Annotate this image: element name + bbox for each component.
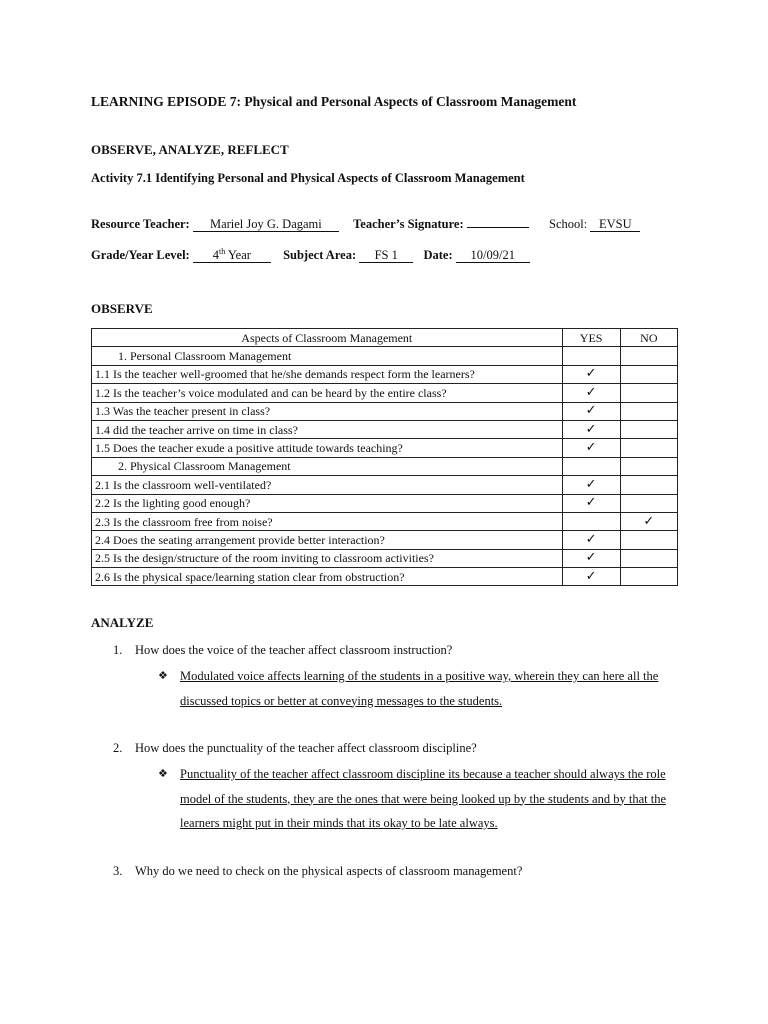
- info-row-1: [91, 217, 640, 232]
- header-aspects: Aspects of Classroom Management: [92, 329, 563, 347]
- aspect-cell: 2.3 Is the classroom free from noise?: [92, 512, 563, 530]
- table-row: [92, 365, 678, 383]
- observation-table: [91, 328, 678, 586]
- yes-cell: ✓: [562, 494, 620, 512]
- observe-heading: OBSERVE: [91, 301, 153, 316]
- answer-text: Punctuality of the teacher affect classroom discipline its because a teacher should always the role model of the students, they are the ones that were being looked up by the students and by that the learners might put in their minds that its okay to be late always.: [180, 767, 666, 830]
- diamond-bullet-icon: ❖: [158, 767, 168, 780]
- table-row: [92, 402, 678, 420]
- question-number: 1.: [113, 643, 123, 657]
- yes-cell: [562, 457, 620, 475]
- analyze-heading: ANALYZE: [91, 615, 154, 630]
- resource-teacher-value: Mariel Joy G. Dagami: [193, 218, 339, 232]
- no-cell: [620, 549, 677, 567]
- header-yes: YES: [562, 329, 620, 347]
- aspect-cell: 2.6 Is the physical space/learning station clear from obstruction?: [92, 568, 563, 586]
- signature-label: Teacher’s Signature:: [353, 217, 464, 231]
- aspect-cell: 1.5 Does the teacher exude a positive attitude towards teaching?: [92, 439, 563, 457]
- yes-cell: [562, 347, 620, 365]
- no-cell: [620, 531, 677, 549]
- yes-cell: ✓: [562, 568, 620, 586]
- yes-cell: ✓: [562, 384, 620, 402]
- aspect-cell: 1.1 Is the teacher well-groomed that he/she demands respect form the learners?: [92, 365, 563, 383]
- yes-cell: ✓: [562, 531, 620, 549]
- school-label: School:: [549, 217, 588, 231]
- no-cell: [620, 439, 677, 457]
- grade-value-wrap: [193, 245, 271, 263]
- yes-cell: ✓: [562, 420, 620, 438]
- activity-title: Activity 7.1 Identifying Personal and Physical Aspects of Classroom Management: [91, 171, 525, 185]
- table-section-row: [92, 457, 678, 475]
- subject-value: FS 1: [359, 249, 413, 263]
- date-value: 10/09/21: [456, 249, 530, 263]
- grade-tail: Year: [225, 248, 251, 263]
- table-row: [92, 476, 678, 494]
- aspect-cell: 2.4 Does the seating arrangement provide better interaction?: [92, 531, 563, 549]
- section-heading: OBSERVE, ANALYZE, REFLECT: [91, 142, 289, 157]
- aspect-cell: 2.5 Is the design/structure of the room inviting to classroom activities?: [92, 549, 563, 567]
- header-no: NO: [620, 329, 677, 347]
- table-row: [92, 549, 678, 567]
- aspect-cell: 1.2 Is the teacher’s voice modulated and can be heard by the entire class?: [92, 384, 563, 402]
- aspect-cell: 2.1 Is the classroom well-ventilated?: [92, 476, 563, 494]
- table-row: [92, 494, 678, 512]
- yes-cell: ✓: [562, 365, 620, 383]
- school-value: EVSU: [590, 218, 640, 232]
- table-row: [92, 568, 678, 586]
- yes-cell: [562, 512, 620, 530]
- signature-value: [467, 227, 529, 228]
- question-number: 3.: [113, 864, 123, 878]
- yes-cell: ✓: [562, 476, 620, 494]
- grade-label: Grade/Year Level:: [91, 248, 190, 263]
- table-row: [92, 384, 678, 402]
- no-cell: [620, 494, 677, 512]
- table-row: [92, 512, 678, 530]
- yes-cell: ✓: [562, 549, 620, 567]
- yes-cell: ✓: [562, 402, 620, 420]
- no-cell: [620, 365, 677, 383]
- table-row: [92, 531, 678, 549]
- answer-1: [158, 664, 678, 713]
- aspect-cell: 2.2 Is the lighting good enough?: [92, 494, 563, 512]
- question-1: [113, 643, 452, 658]
- no-cell: ✓: [620, 512, 677, 530]
- aspect-cell: 2. Physical Classroom Management: [92, 457, 563, 475]
- aspect-cell: 1.4 did the teacher arrive on time in class?: [92, 420, 563, 438]
- date-label: Date:: [423, 248, 453, 263]
- question-3: [113, 864, 522, 879]
- table-header-row: [92, 329, 678, 347]
- no-cell: [620, 457, 677, 475]
- question-number: 2.: [113, 741, 123, 755]
- no-cell: [620, 568, 677, 586]
- aspect-cell: 1.3 Was the teacher present in class?: [92, 402, 563, 420]
- info-row-2: [91, 245, 530, 263]
- no-cell: [620, 384, 677, 402]
- grade-suffix: th: [218, 247, 226, 256]
- diamond-bullet-icon: ❖: [158, 669, 168, 682]
- no-cell: [620, 402, 677, 420]
- resource-teacher-label: Resource Teacher:: [91, 217, 190, 231]
- subject-label: Subject Area:: [283, 248, 357, 263]
- answer-2: [158, 762, 678, 836]
- table-row: [92, 439, 678, 457]
- aspect-cell: 1. Personal Classroom Management: [92, 347, 563, 365]
- yes-cell: ✓: [562, 439, 620, 457]
- page-title: LEARNING EPISODE 7: Physical and Personal Aspects of Classroom Management: [91, 94, 577, 109]
- table-row: [92, 420, 678, 438]
- question-text: How does the voice of the teacher affect classroom instruction?: [135, 643, 453, 657]
- no-cell: [620, 476, 677, 494]
- question-2: [113, 741, 477, 756]
- question-text: How does the punctuality of the teacher affect classroom discipline?: [135, 741, 477, 755]
- question-text: Why do we need to check on the physical aspects of classroom management?: [135, 864, 523, 878]
- grade-value: 4: [212, 248, 219, 263]
- answer-text: Modulated voice affects learning of the students in a positive way, wherein they can here all the discussed topics or better at conveying messages to the students.: [180, 669, 659, 708]
- table-section-row: [92, 347, 678, 365]
- no-cell: [620, 347, 677, 365]
- no-cell: [620, 420, 677, 438]
